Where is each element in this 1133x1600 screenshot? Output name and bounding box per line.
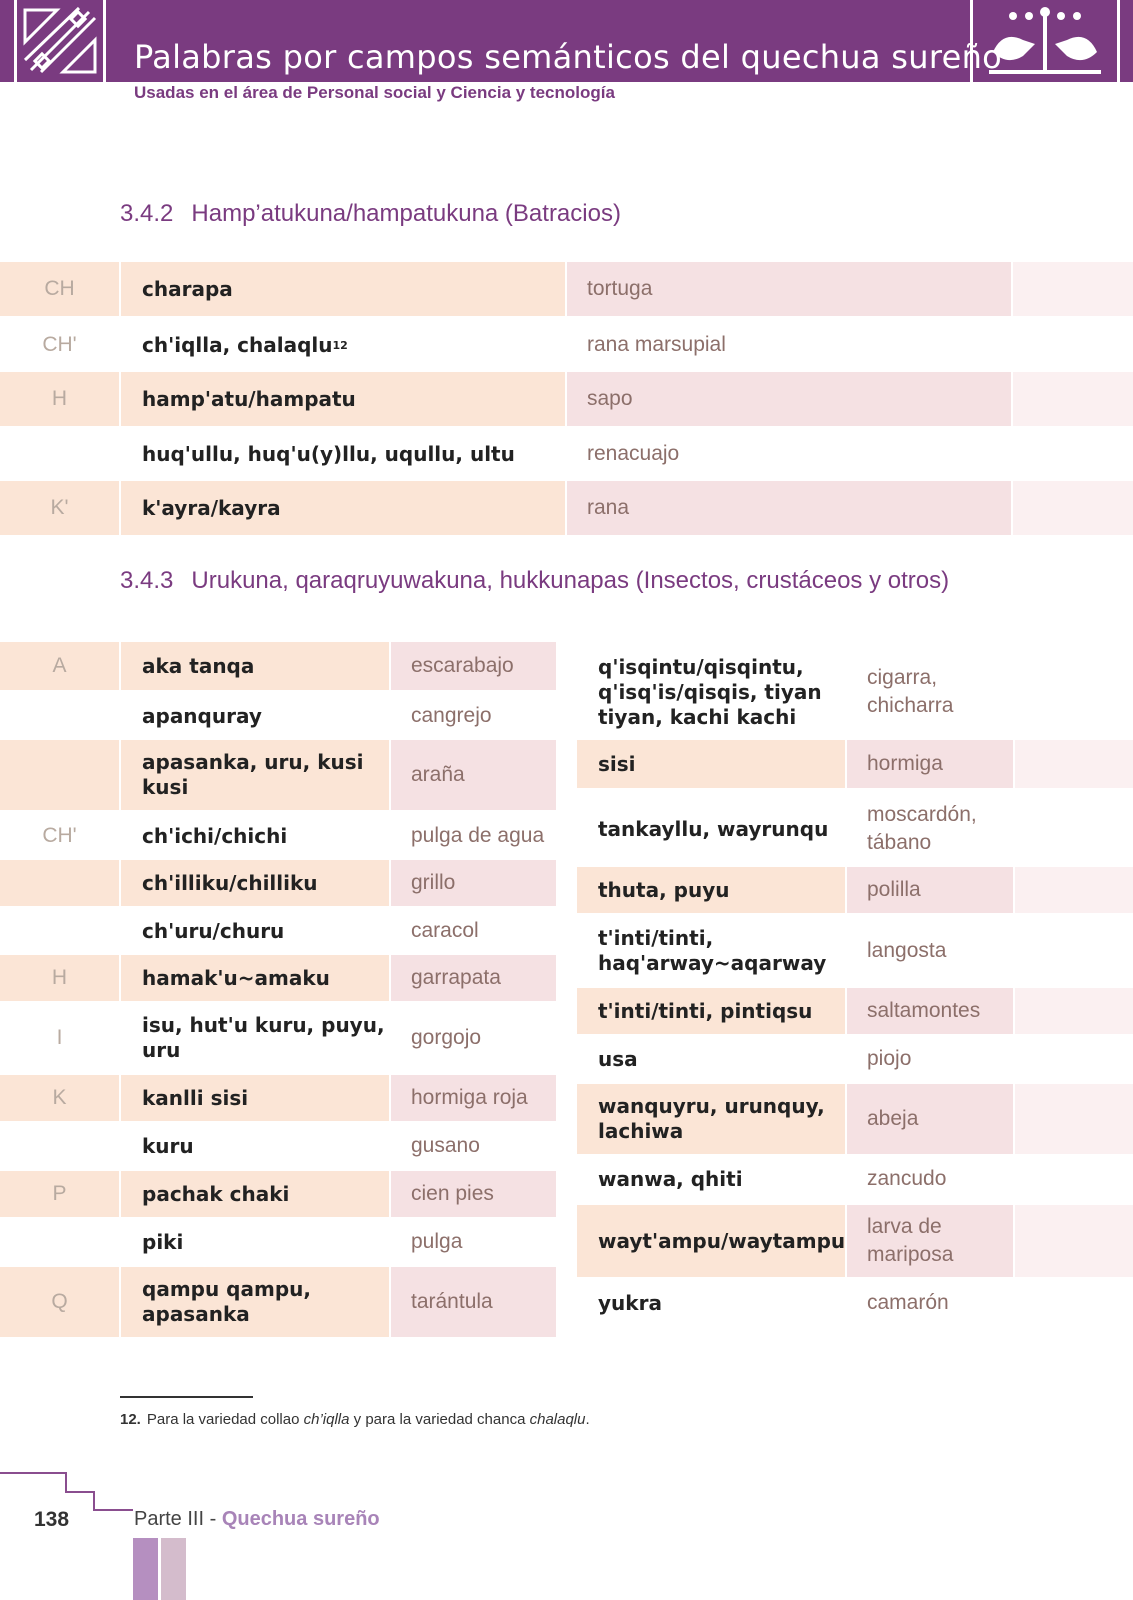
quechua-cell: yukra [598, 1290, 662, 1315]
spanish-cell: cien pies [391, 1171, 556, 1217]
footnote-term-a: ch’iqlla [303, 1411, 350, 1428]
spanish-cell: hormiga [847, 740, 1013, 788]
spanish-cell: sapo [567, 372, 1011, 426]
letter-cell: I [56, 1026, 63, 1049]
table-row [0, 1267, 556, 1337]
spanish-cell: polilla [847, 867, 1013, 913]
quechua-cell: piki [142, 1229, 184, 1254]
table-row [577, 650, 1133, 734]
table-row [577, 1036, 1133, 1082]
footer-bar [161, 1538, 186, 1600]
table-row [0, 812, 556, 860]
letter-cell: K [0, 1075, 119, 1121]
footnote-text-b: y para la variedad chanca [349, 1411, 530, 1428]
footnote-divider [120, 1396, 253, 1398]
spanish-cell: rana marsupial [587, 333, 726, 356]
quechua-cell: isu, hut'u kuru, puyu, uru [142, 1013, 385, 1062]
letter-cell: CH [0, 262, 119, 316]
table-row [577, 794, 1133, 864]
table-row [0, 908, 556, 954]
spanish-cell: moscardón, tábano [867, 803, 977, 854]
footnote [120, 1411, 590, 1428]
table-row [0, 642, 556, 690]
quechua-cell: wanwa, qhiti [598, 1166, 743, 1191]
quechua-cell: sisi [577, 740, 845, 788]
spanish-cell: renacuajo [587, 442, 680, 465]
spanish-cell: grillo [391, 860, 556, 906]
spanish-cell: cigarra, chicharra [867, 666, 954, 717]
table-row [577, 1280, 1133, 1326]
section-number: 3.4.2 [120, 200, 174, 227]
filler-cell [1013, 262, 1133, 316]
quechua-cell: q'isqintu/qisqintu, q'isq'is/qisqis, tiyan tiyan, kachi kachi [598, 654, 822, 729]
section-number: 3.4.3 [120, 567, 174, 594]
quechua-cell: thuta, puyu [577, 867, 845, 913]
filler-cell [1015, 988, 1133, 1034]
quechua-cell: kanlli sisi [121, 1075, 389, 1121]
spanish-cell: garrapata [391, 955, 556, 1001]
letter-cell [0, 908, 119, 954]
page-number: 138 [34, 1508, 70, 1531]
table-row [577, 988, 1133, 1034]
quechua-cell: apasanka, uru, kusi kusi [121, 740, 389, 810]
table-row [0, 427, 1133, 481]
filler-cell [1015, 1084, 1133, 1154]
letter-cell: CH' [42, 824, 77, 847]
footnote-text-c: . [585, 1411, 590, 1428]
table-row [577, 867, 1133, 913]
quechua-cell: usa [598, 1046, 638, 1071]
quechua-cell: ch'ichi/chichi [142, 823, 288, 848]
footer-step-line [0, 1470, 140, 1520]
spanish-cell: pulga [411, 1230, 463, 1253]
spanish-cell: larva de mariposa [847, 1205, 1013, 1277]
spanish-cell: araña [391, 740, 556, 810]
quechua-cell: apanquray [142, 703, 262, 728]
quechua-cell: aka tanqa [121, 642, 389, 690]
quechua-cell: pachak chaki [121, 1171, 389, 1217]
table-row [0, 1123, 556, 1169]
table-row [0, 1003, 556, 1073]
spanish-cell: camarón [867, 1291, 949, 1314]
spanish-cell: gorgojo [411, 1026, 482, 1049]
letter-cell [0, 1219, 119, 1265]
letter-cell: K' [0, 481, 119, 535]
filler-cell [1015, 740, 1133, 788]
section-heading-batracios [120, 200, 621, 228]
section-title: Urukuna, qaraqruyuwakuna, hukkunapas (Insectos, crustáceos y otros) [191, 567, 950, 594]
letter-cell: Q [0, 1267, 119, 1337]
spanish-cell: hormiga roja [391, 1075, 556, 1121]
quechua-term: ch'iqlla, chalaqlu [142, 332, 333, 357]
quechua-cell: wanquyru, urunquy, lachiwa [577, 1084, 845, 1154]
quechua-cell: t'inti/tinti, haq'arway~aqarway [598, 926, 827, 975]
table-row [0, 692, 556, 740]
footer-part-label: Parte III - [134, 1508, 222, 1530]
spanish-cell: abeja [847, 1084, 1013, 1154]
letter-cell [0, 1123, 119, 1169]
letter-cell [0, 427, 119, 481]
table-row [0, 1171, 556, 1217]
filler-cell [1015, 1205, 1133, 1277]
spanish-cell: langosta [867, 939, 947, 962]
section-heading-insectos [120, 567, 949, 595]
quechua-cell: hamak'u~amaku [121, 955, 389, 1001]
footer-part-name: Quechua sureño [221, 1508, 380, 1530]
footnote-text-a: Para la variedad collao [146, 1411, 304, 1428]
spanish-cell: rana [567, 481, 1011, 535]
quechua-cell: charapa [121, 262, 565, 316]
footnote-ref: 12 [332, 338, 348, 352]
filler-cell [1013, 481, 1133, 535]
spanish-cell: escarabajo [391, 642, 556, 690]
table-row [577, 916, 1133, 986]
page-subtitle: Usadas en el área de Personal social y Ciencia y tecnología [134, 83, 615, 102]
letter-cell: H [0, 955, 119, 1001]
spanish-cell: cangrejo [411, 704, 492, 727]
quechua-cell: tankayllu, wayrunqu [598, 816, 829, 841]
table-row [0, 955, 556, 1001]
table-row [0, 1075, 556, 1121]
spanish-cell: piojo [867, 1047, 912, 1070]
letter-cell [0, 692, 119, 740]
table-row [0, 740, 556, 810]
quechua-cell: hamp'atu/hampatu [121, 372, 565, 426]
table-row [0, 860, 556, 906]
page-title: Palabras por campos semánticos del quechua sureño [134, 38, 1003, 76]
footnote-term-b: chalaqlu [529, 1411, 586, 1428]
spanish-cell: gusano [411, 1134, 480, 1157]
spanish-cell: tortuga [567, 262, 1011, 316]
geometric-andean-pattern-icon [14, 0, 106, 82]
table-row [0, 262, 1133, 316]
table-row [0, 318, 1133, 372]
table-row [0, 481, 1133, 535]
spanish-cell: caracol [411, 919, 479, 942]
quechua-cell: ch'illiku/chilliku [121, 860, 389, 906]
table-row [0, 372, 1133, 426]
spanish-cell: tarántula [391, 1267, 556, 1337]
footnote-number: 12. [120, 1411, 141, 1428]
letter-cell: A [0, 642, 119, 690]
letter-cell [0, 740, 119, 810]
section-title: Hamp’atukuna/hampatukuna (Batracios) [191, 200, 621, 227]
spanish-cell: zancudo [867, 1167, 947, 1190]
quechua-cell: kuru [142, 1133, 194, 1158]
filler-cell [1015, 867, 1133, 913]
table-row [0, 1219, 556, 1265]
footer-part [134, 1508, 380, 1531]
table-row [577, 1156, 1133, 1202]
quechua-cell: k'ayra/kayra [121, 481, 565, 535]
filler-cell [1013, 372, 1133, 426]
letter-cell: CH' [42, 333, 77, 356]
spanish-cell: saltamontes [847, 988, 1013, 1034]
letter-cell: H [0, 372, 119, 426]
quechua-cell: t'inti/tinti, pintiqsu [577, 988, 845, 1034]
quechua-cell: qampu qampu, apasanka [121, 1267, 389, 1337]
spanish-cell: pulga de agua [411, 824, 545, 847]
quechua-cell: huq'ullu, huq'u(y)llu, uqullu, ultu [142, 441, 515, 466]
table-row [577, 1084, 1133, 1154]
letter-cell: P [0, 1171, 119, 1217]
table-row [577, 740, 1133, 788]
quechua-cell: wayt'ampu/waytampu [577, 1205, 845, 1277]
table-row [577, 1205, 1133, 1277]
quechua-cell [121, 318, 565, 372]
letter-cell [0, 860, 119, 906]
footer-bar [133, 1538, 158, 1600]
quechua-cell: ch'uru/churu [142, 918, 285, 943]
